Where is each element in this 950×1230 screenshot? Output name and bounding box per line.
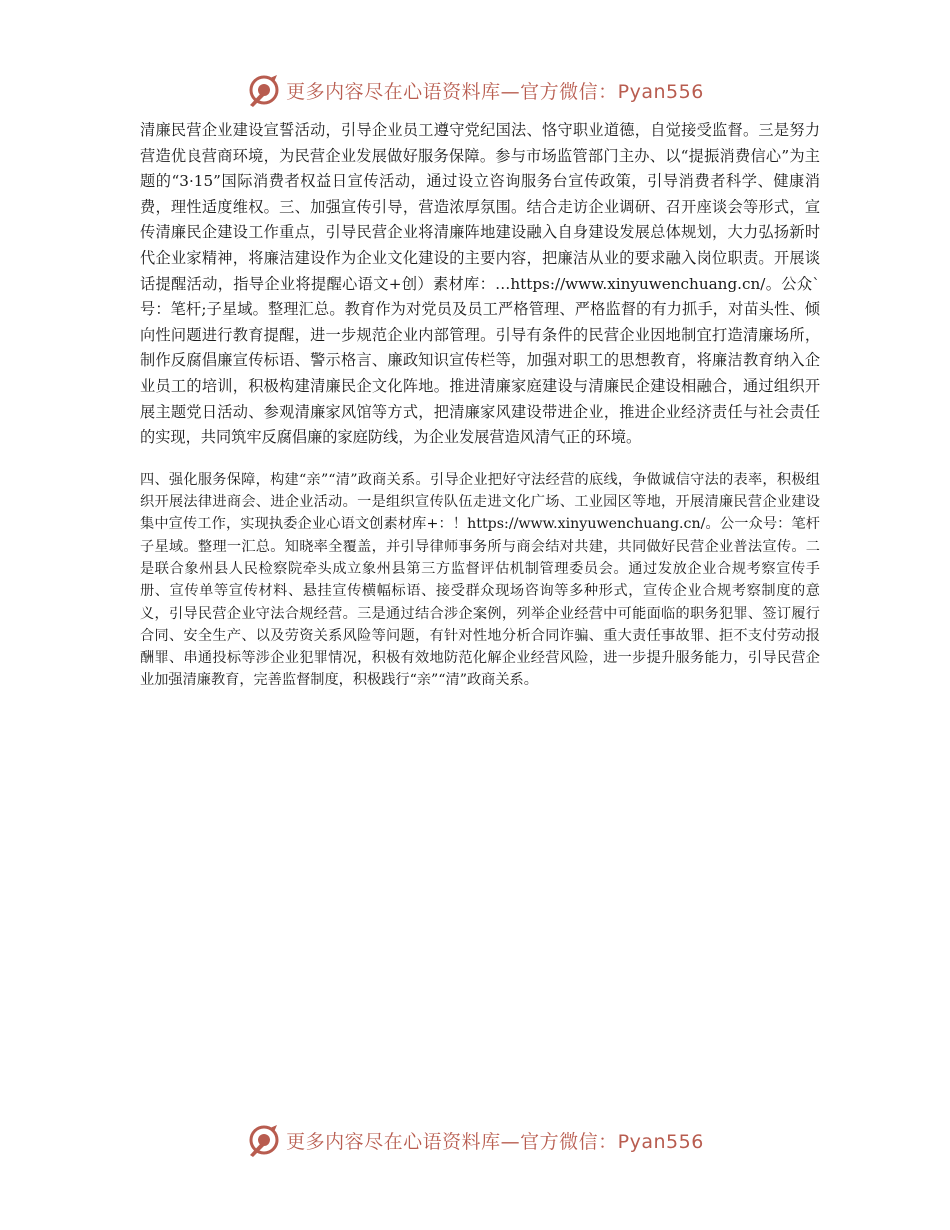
- footer-banner: [0, 1120, 950, 1160]
- stamp-pen-logo-icon: [246, 72, 282, 108]
- paragraph-1: 清廉民营企业建设宣誓活动，引导企业员工遵守党纪国法、恪守职业道德，自觉接受监督。三是努力营造优良营商环境，为民营企业发展做好服务保障。参与市场监管部门主办、以“提振消费信心”为主题的“3·15”国际消费者权益日宣传活动，通过设立咨询服务台宣传政策，引导消费者科学、健康消费，理性适度维权。三、加强宣传引导，营造浓厚氛围。结合走访企业调研、召开座谈会等形式，宣传清廉民企建设工作重点，引导民营企业将清廉阵地建设融入自身建设发展总体规划，大力弘扬新时代企业家精神，将廉洁建设作为企业文化建设的主要内容，把廉洁从业的要求融入岗位职责。开展谈话提醒活动，指导企业将提醒心语文+创）素材库：…https://www.xinyuwenchuang.cn/。公众`号：笔杆;子星域。整理汇总。教育作为对党员及员工严格管理、严格监督的有力抓手，对苗头性、倾向性问题进行教育提醒，进一步规范企业内部管理。引导有条件的民营企业因地制宜打造清廉场所，制作反腐倡廉宣传标语、警示格言、廉政知识宣传栏等，加强对职工的思想教育，将廉洁教育纳入企业员工的培训，积极构建清廉民企文化阵地。推进清廉家庭建设与清廉民企建设相融合，通过组织开展主题党日活动、参观清廉家风馆等方式，把清廉家风建设带进企业，推进企业经济责任与社会责任的实现，共同筑牢反腐倡廉的家庭防线，为企业发展营造风清气正的环境。: [140, 121, 820, 447]
- banner-text: 更多内容尽在心语资料库—官方微信：Pyan556: [286, 1130, 704, 1153]
- paragraph-2: 四、强化服务保障，构建“亲”“清”政商关系。引导企业把好守法经营的底线，争做诚信守法的表率，积极组织开展法律进商会、进企业活动。一是组织宣传队伍走进文化广场、工业园区等地，开展清廉民营企业建设集中宣传工作，实现执委企业心语文创素材库+：！https://www.xinyuwenchuang.cn/。公一众号：笔杆子星域。整理一汇总。知晓率全覆盖，并引导律师事务所与商会结对共建，共同做好民营企业普法宣传。二是联合象州县人民检察院牵头成立象州县第三方监督评估机制管理委员会。通过发放企业合规考察宣传手册、宣传单等宣传材料、悬挂宣传横幅标语、接受群众现场咨询等多种形式，宣传企业合规考察制度的意义，引导民营企业守法合规经营。三是通过结合涉企案例，列举企业经营中可能面临的职务犯罪、签订履行合同、安全生产、以及劳资关系风险等问题，有针对性地分析合同诈骗、重大责任事故罪、拒不支付劳动报酬罪、串通投标等涉企业犯罪情况，积极有效地防范化解企业经营风险，进一步提升服务能力，引导民营企业加强清廉教育，完善监督制度，积极践行“亲”“清”政商关系。: [140, 471, 820, 689]
- header-banner: [0, 70, 950, 110]
- stamp-pen-logo-icon: [246, 1122, 282, 1158]
- banner-text: 更多内容尽在心语资料库—官方微信：Pyan556: [286, 80, 704, 103]
- document-body: [140, 118, 820, 692]
